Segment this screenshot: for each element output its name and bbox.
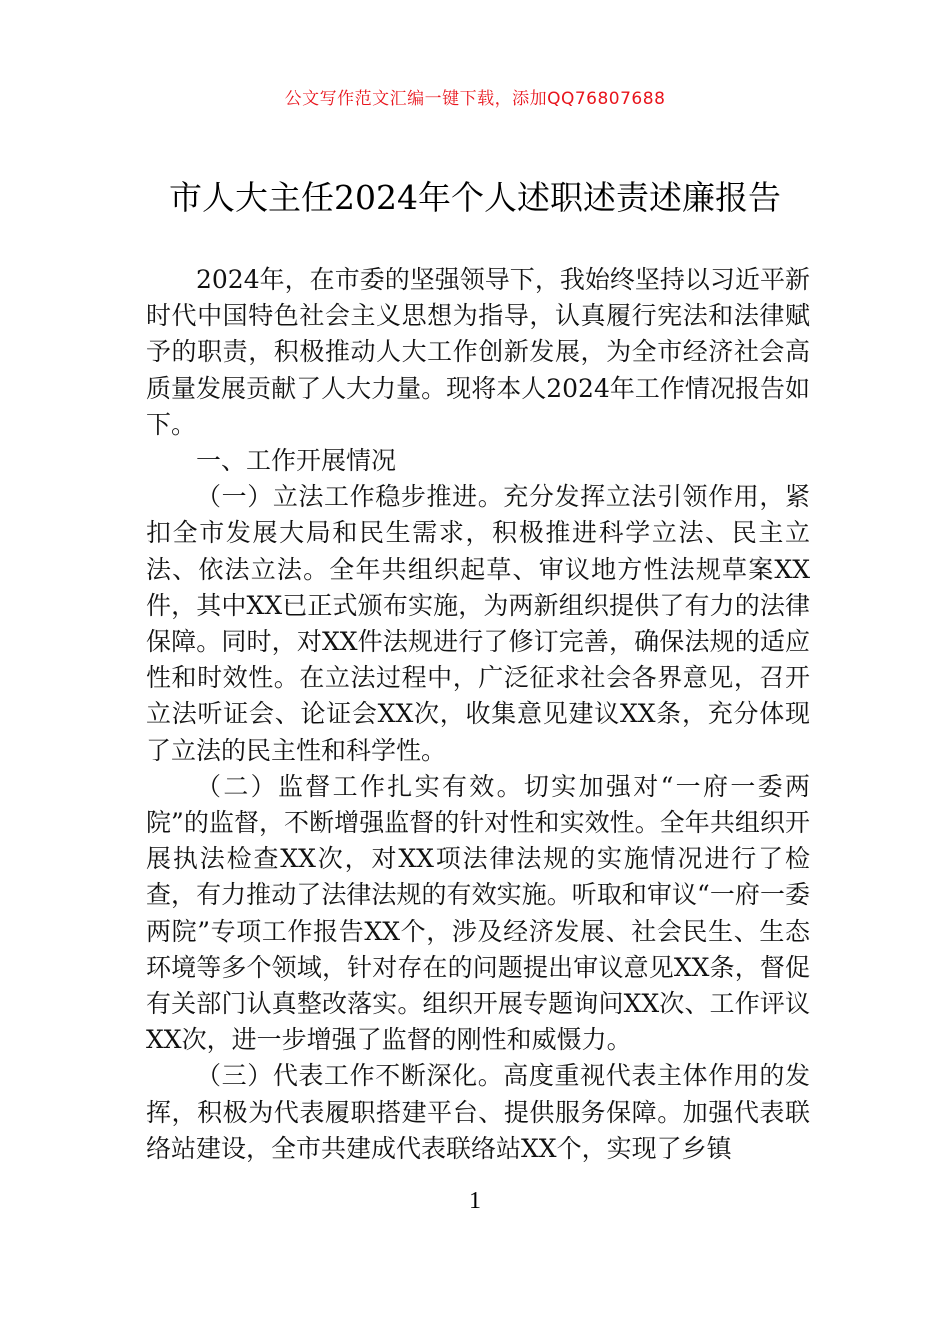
document-title: 市人大主任2024年个人述职述责述廉报告: [169, 178, 781, 217]
document-body: [146, 262, 810, 1167]
legislation-paragraph: （一）立法工作稳步推进。充分发挥立法引领作用，紧扣全市发展大局和民生需求，积极推进科学立法、民主立法、依法立法。全年共组织起草、审议地方性法规草案XX件，其中XX已正式颁布实施，为两新组织提供了有力的法律保障。同时，对XX件法规进行了修订完善，确保法规的适应性和时效性。在立法过程中，广泛征求社会各界意见，召开立法听证会、论证会XX次，收集意见建议XX条，充分体现了立法的民主性和科学性。: [146, 482, 810, 765]
representative-paragraph: （三）代表工作不断深化。高度重视代表主体作用的发挥，积极为代表履职搭建平台、提供服务保障。加强代表联络站建设，全市共建成代表联络站XX个，实现了乡镇: [146, 1061, 810, 1163]
page-number: 1: [469, 1188, 481, 1214]
section-heading: 一、工作开展情况: [196, 446, 397, 476]
intro-paragraph: 2024年，在市委的坚强领导下，我始终坚持以习近平新时代中国特色社会主义思想为指导，认真履行宪法和法律赋予的职责，积极推动人大工作创新发展，为全市经济社会高质量发展贡献了人大力量。现将本人2024年工作情况报告如下。: [146, 265, 810, 439]
supervision-paragraph: （二）监督工作扎实有效。切实加强对“一府一委两院”的监督，不断增强监督的针对性和实效性。全年共组织开展执法检查XX次，对XX项法律法规的实施情况进行了检查，有力推动了法律法规的有效实施。听取和审议“一府一委两院”专项工作报告XX个，涉及经济发展、社会民生、生态环境等多个领域，针对存在的问题提出审议意见XX条，督促有关部门认真整改落实。组织开展专题询问XX次、工作评议XX次，进一步增强了监督的刚性和威慑力。: [146, 771, 810, 1055]
promo-banner: 公文写作范文汇编一键下载，添加QQ76807688: [284, 89, 666, 109]
